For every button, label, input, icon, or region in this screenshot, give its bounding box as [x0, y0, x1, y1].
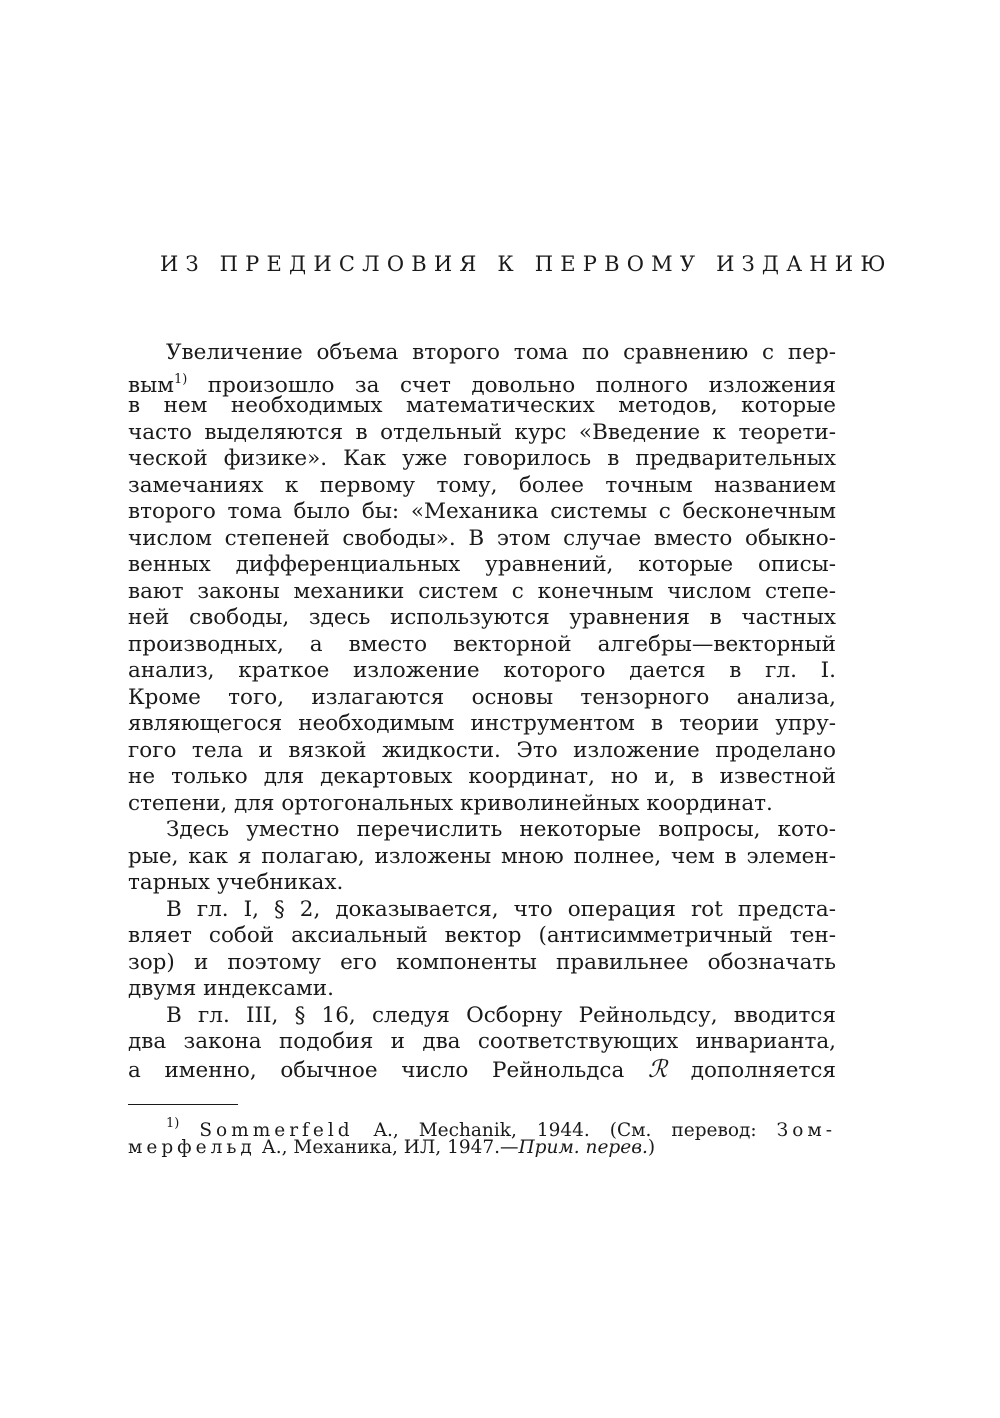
text-line: в нем необходимых математических методов, которые	[128, 393, 836, 418]
footnote-author: Sommerfeld	[199, 1120, 354, 1141]
reynolds-number-symbol: ℛ	[647, 1054, 668, 1083]
text-line: вляет собой аксиальный вектор (антисимметричный тен-	[128, 923, 836, 948]
footnote	[128, 1112, 836, 1160]
footnote-text: A., Mechanik, 1944. (См. перевод:	[373, 1120, 757, 1141]
text-line: рые, как я полагаю, изложены мною полнее, чем в элемен-	[128, 843, 836, 869]
text-line: гого тела и вязкой жидкости. Это изложение проделано	[128, 737, 836, 763]
text-line	[128, 1056, 836, 1083]
text-line	[128, 367, 836, 398]
text-line: В гл. I, § 2, доказывается, что операция rot предста-	[166, 896, 836, 922]
text-line: не только для декартовых координат, но и, в известной	[128, 764, 836, 789]
text-line: замечаниях к первому тому, более точным названием	[128, 472, 836, 498]
footnote-divider	[128, 1104, 238, 1105]
footnote-close: )	[647, 1137, 656, 1158]
text-fragment: дополняется	[690, 1057, 836, 1083]
text-line: два закона подобия и два соответствующих инварианта,	[128, 1029, 836, 1054]
footnote-author-ru: Зом-	[776, 1120, 836, 1141]
footnote-text: А., Механика, ИЛ, 1947.—	[261, 1137, 519, 1158]
page-title: ИЗ ПРЕДИСЛОВИЯ К ПЕРВОМУ ИЗДАНИЮ	[160, 252, 893, 276]
text-line: ческой физике». Как уже говорилось в предварительных	[128, 446, 836, 471]
footnote-author-ru-cont: мерфельд	[128, 1137, 256, 1158]
translator-note: Прим. перев.	[518, 1137, 648, 1158]
text-line: производных, а вместо векторной алгебры—векторный	[128, 631, 836, 657]
text-line: числом степеней свободы». В этом случае вместо обыкно-	[128, 525, 836, 551]
footnote-reference: 1)	[173, 371, 188, 387]
text-line: Здесь уместно перечислить некоторые вопросы, кото-	[166, 817, 836, 842]
text-line: второго тома было бы: «Механика системы с бесконечным	[128, 499, 836, 524]
text-line: двумя индексами.	[128, 976, 334, 1001]
text-line: зор) и поэтому его компоненты правильнее обозначать	[128, 949, 836, 975]
text-fragment: а именно, обычное число Рейнольдса	[128, 1057, 625, 1083]
body-text	[128, 340, 836, 1082]
footnote-line	[128, 1112, 836, 1141]
footnote-marker: 1)	[166, 1116, 180, 1131]
text-line: тарных учебниках.	[128, 870, 344, 895]
text-line: венных дифференциальных уравнений, которые описы-	[128, 552, 836, 577]
text-line: В гл. III, § 16, следуя Осборну Рейнольдсу, вводится	[166, 1002, 836, 1028]
text-line: вают законы механики систем с конечным числом степе-	[128, 578, 836, 604]
text-line: часто выделяются в отдельный курс «Введение к теорети-	[128, 419, 836, 445]
text-line: степени, для ортогональных криволинейных координат.	[128, 790, 773, 816]
text-line: Кроме того, излагаются основы тензорного анализа,	[128, 684, 836, 710]
text-line: ней свободы, здесь используются уравнения в частных	[128, 605, 836, 630]
text-line: Увеличение объема второго тома по сравнению с пер-	[166, 340, 836, 365]
text-line: являющегося необходимым инструментом в теории упру-	[128, 711, 836, 736]
text-fragment: вым	[128, 372, 174, 398]
text-fragment: произошло за счет довольно полного изложения	[207, 372, 836, 398]
text-line: анализ, краткое изложение которого дается в гл. I.	[128, 658, 836, 683]
